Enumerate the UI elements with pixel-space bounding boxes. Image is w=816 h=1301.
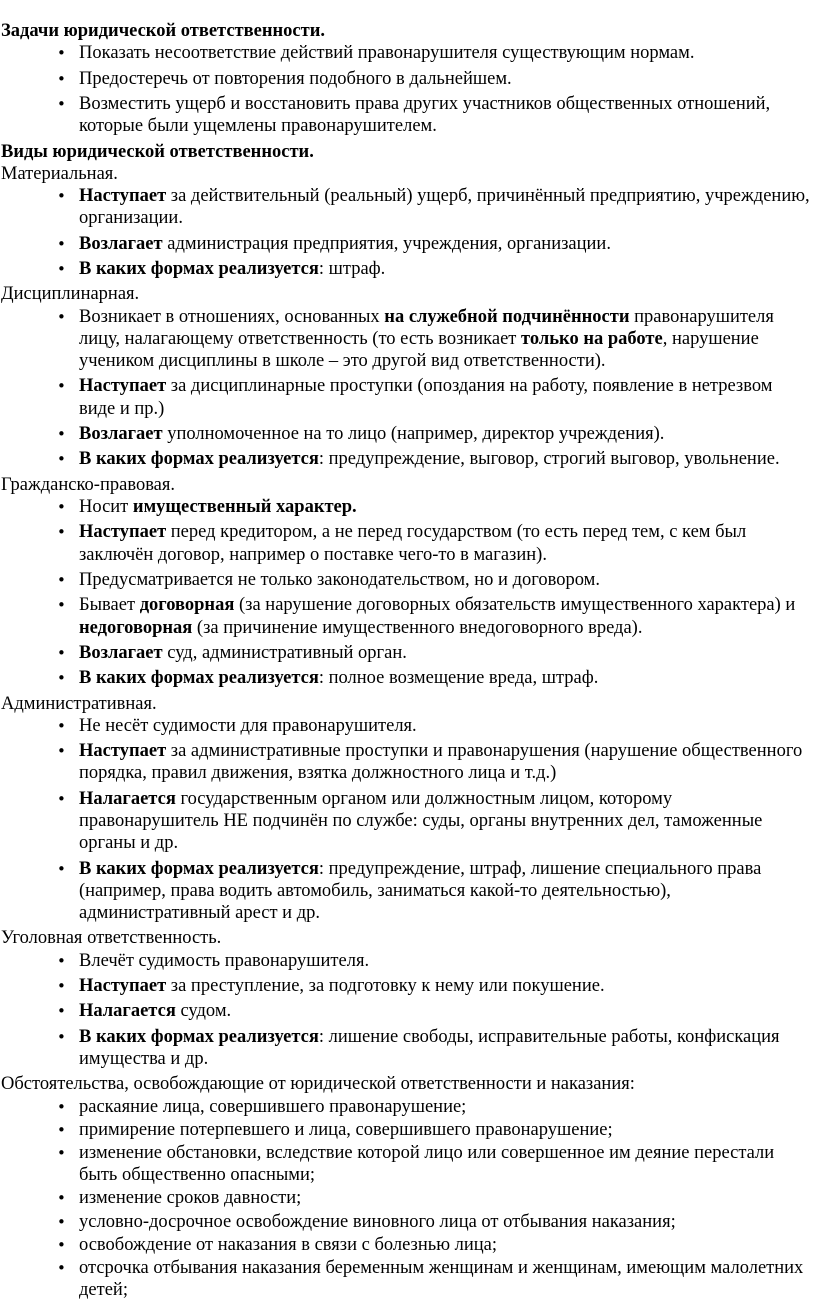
bold-text: Наступает: [79, 976, 167, 997]
list-item: [0, 740, 816, 784]
text-run: Носит: [79, 496, 133, 517]
bold-text: Наступает: [79, 741, 167, 762]
list-item: [0, 569, 816, 591]
list-item: [0, 42, 816, 64]
list-item: [0, 496, 816, 518]
text-run: Влечёт судимость правонарушителя.: [79, 950, 370, 971]
list-item: [0, 950, 816, 972]
bold-text: договорная: [139, 595, 235, 616]
list-item: [0, 1026, 816, 1070]
text-run: уполномоченное на то лицо (например, директор учреждения).: [162, 423, 665, 444]
list-item: [0, 642, 816, 664]
text-run: администрация предприятия, учреждения, организации.: [162, 233, 611, 254]
bold-text: Налагается: [79, 788, 176, 809]
list-item: [0, 788, 816, 855]
bullet-list: [0, 496, 816, 690]
list-item: [0, 715, 816, 737]
text-run: Показать несоответствие действий правонарушителя существующим нормам.: [79, 43, 695, 64]
bold-text: Наступает: [79, 522, 167, 543]
text-run: судом.: [175, 1001, 232, 1022]
bullet-list: [0, 950, 816, 1071]
text-run: Бывает: [79, 595, 140, 616]
text-run: отсрочка отбывания наказания беременным женщинам и женщинам, имеющим малолетних детей;: [79, 1258, 804, 1301]
list-item: [0, 1257, 816, 1301]
bold-text: Наступает: [79, 376, 167, 397]
bullet-list: [0, 306, 816, 471]
text-run: , нарушение учеником дисциплины в школе – это другой вид ответственности).: [79, 328, 759, 371]
list-item: [0, 594, 816, 638]
text-run: (за причинение имущественного внедоговорного вреда).: [192, 617, 643, 638]
text-run: примирение потерпевшего и лица, совершившего правонарушение;: [79, 1119, 613, 1140]
text-run: (за нарушение договорных обязательств имущественного характера) и: [234, 595, 796, 616]
list-item: [0, 1119, 816, 1141]
section-subheading: Административная.: [1, 693, 157, 714]
text-run: за преступление, за подготовку к нему или покушение.: [166, 976, 605, 997]
list-item: [0, 1211, 816, 1233]
section-subheading: Материальная.: [1, 163, 118, 184]
list-item: [0, 233, 816, 255]
bold-text: В каких формах реализуется: [79, 858, 319, 879]
bold-text: только на работе: [521, 328, 663, 349]
text-run: : предупреждение, выговор, строгий выговор, увольнение.: [318, 449, 780, 470]
list-item: [0, 521, 816, 565]
text-run: Возместить ущерб и восстановить права других участников общественных отношений, которые были ущемлены правонарушителем.: [79, 93, 771, 137]
list-item: [0, 93, 816, 137]
section-subheading: Обстоятельства, освобождающие от юридической ответственности и наказания:: [1, 1074, 635, 1095]
bold-text: Наступает: [79, 185, 167, 206]
section-subheading: Гражданско-правовая.: [1, 474, 176, 495]
text-run: правонарушителя лицу, налагающему ответственность (то есть возникает: [79, 306, 774, 349]
bold-text: В каких формах реализуется: [79, 258, 319, 279]
section-heading: Задачи юридической ответственности.: [1, 21, 325, 41]
list-item: [0, 258, 816, 280]
bold-text: В каких формах реализуется: [79, 1026, 319, 1047]
section-subheading: Дисциплинарная.: [1, 284, 140, 305]
list-item: [0, 306, 816, 373]
list-item: [0, 68, 816, 90]
bullet-list: [0, 715, 816, 924]
list-item: [0, 448, 816, 470]
bold-text: на служебной подчинённости: [384, 306, 630, 327]
bullet-list: [0, 1096, 816, 1301]
text-run: государственным органом или должностным лицом, которому правонарушитель НЕ подчинён по службе: суды, органы внутренних дел, таможенные органы и др.: [79, 788, 763, 854]
text-run: Возникает в отношениях, основанных: [79, 306, 385, 327]
text-run: за дисциплинарные проступки (опоздания на работу, появление в нетрезвом виде и пр.): [79, 376, 773, 419]
text-run: : предупреждение, штраф, лишение специального права (например, права водить автомобиль, заниматься какой-то деятельностью), административный арест и др.: [79, 858, 762, 924]
list-item: [0, 1000, 816, 1022]
bold-text: В каких формах реализуется: [79, 449, 319, 470]
text-run: условно-досрочное освобождение виновного лица от отбывания наказания;: [79, 1211, 676, 1232]
text-run: : лишение свободы, исправительные работы, конфискация имущества и др.: [79, 1026, 780, 1070]
list-item: [0, 1096, 816, 1118]
text-run: раскаяние лица, совершившего правонарушение;: [79, 1096, 467, 1117]
section-subheading: Уголовная ответственность.: [1, 928, 222, 949]
text-run: : штраф.: [318, 258, 386, 279]
bold-text: Возлагает: [79, 423, 163, 444]
list-item: [0, 185, 816, 229]
bold-text: недоговорная: [79, 617, 193, 638]
bold-text: Возлагает: [79, 642, 163, 663]
bold-text: В каких формах реализуется: [79, 668, 319, 689]
bullet-list: [0, 42, 816, 137]
bold-text: Возлагает: [79, 233, 163, 254]
list-item: [0, 1187, 816, 1209]
bold-text: Налагается: [79, 1001, 176, 1022]
section-heading: Виды юридической ответственности.: [1, 141, 314, 162]
text-run: за административные проступки и правонарушения (нарушение общественного порядка, правил движения, взятка должностного лица и т.д.): [79, 741, 803, 784]
text-run: Предостеречь от повторения подобного в дальнейшем.: [79, 68, 512, 89]
list-item: [0, 1142, 816, 1186]
list-item: [0, 975, 816, 997]
list-item: [0, 858, 816, 925]
text-run: изменение сроков давности;: [79, 1188, 302, 1209]
text-run: изменение обстановки, вследствие которой лицо или совершенное им деяние перестали быть общественно опасными;: [79, 1143, 775, 1186]
list-item: [0, 423, 816, 445]
text-run: освобождение от наказания в связи с болезнью лица;: [79, 1234, 498, 1255]
text-run: суд, административный орган.: [162, 642, 407, 663]
list-item: [0, 375, 816, 419]
text-run: за действительный (реальный) ущерб, причинённый предприятию, учреждению, организации.: [79, 185, 810, 229]
bold-text: имущественный характер.: [132, 496, 357, 517]
list-item: [0, 667, 816, 689]
text-run: Предусматривается не только законодательством, но и договором.: [79, 569, 600, 590]
text-run: перед кредитором, а не перед государством (то есть перед тем, с кем был заключён договор, например о поставке чего-то в магазин).: [79, 522, 747, 565]
list-item: [0, 1234, 816, 1256]
bullet-list: [0, 185, 816, 280]
text-run: Не несёт судимости для правонарушителя.: [79, 715, 417, 736]
text-run: : полное возмещение вреда, штраф.: [318, 668, 599, 689]
